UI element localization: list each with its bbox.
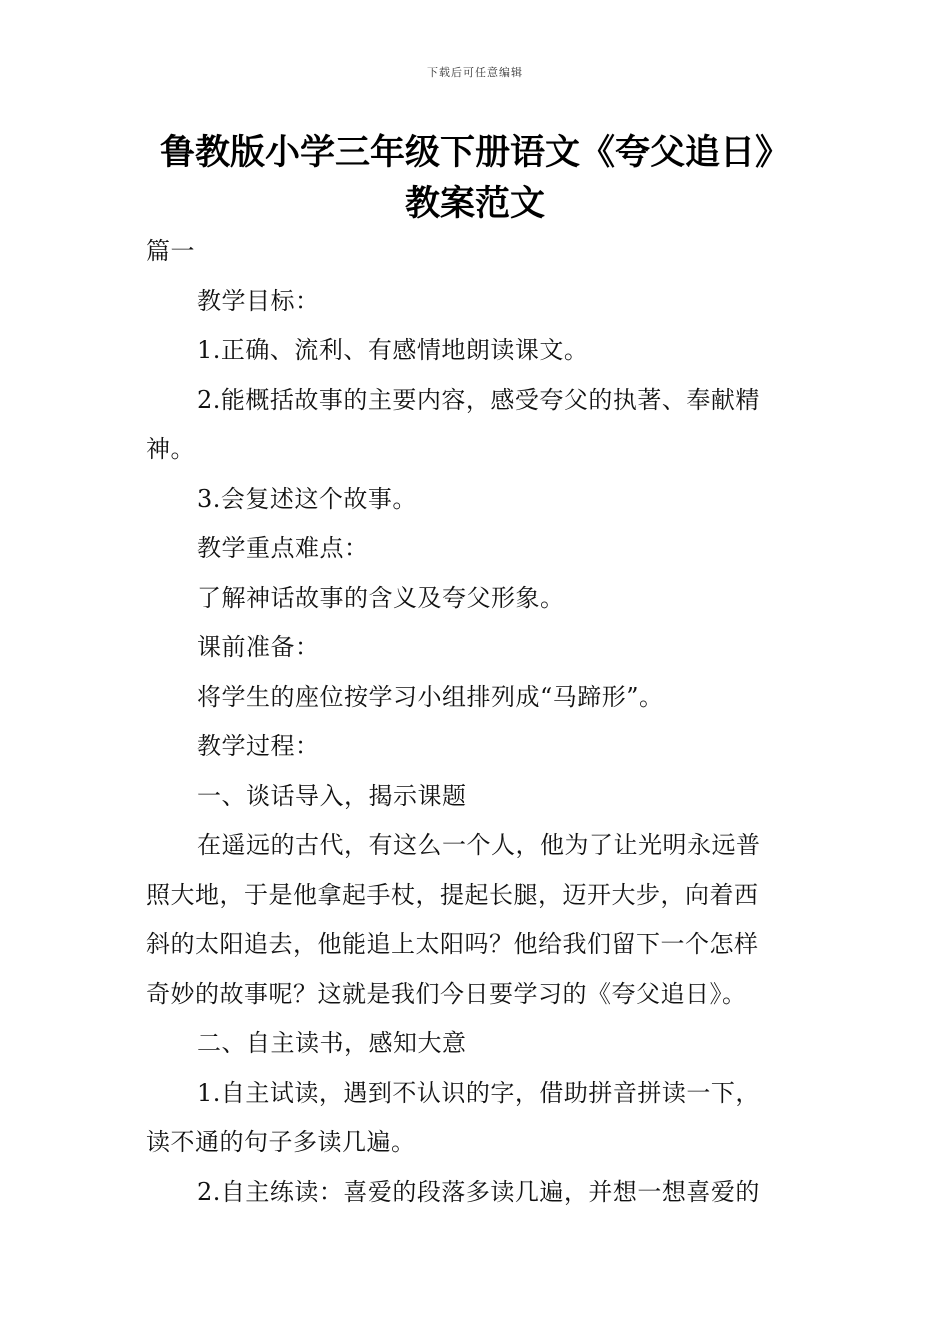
body-line: 教学目标： xyxy=(197,286,320,315)
body-line: 篇一 xyxy=(146,237,195,265)
title-line-2: 教案范文 xyxy=(404,184,545,224)
body-line: 2.自主练读：喜爱的段落多读几遍，并想一想喜爱的 xyxy=(197,1177,760,1206)
document-body xyxy=(146,227,808,1217)
body-line: 神。 xyxy=(146,435,195,463)
document-title xyxy=(110,128,840,230)
body-line: 二、自主读书，感知大意 xyxy=(197,1029,467,1057)
body-line: 3.会复述这个故事。 xyxy=(197,484,417,513)
body-line: 1.正确、流利、有感情地朗读课文。 xyxy=(197,336,589,364)
body-line: 斜的太阳追去，他能追上太阳吗？他给我们留下一个怎样 xyxy=(146,930,759,958)
body-line: 2.能概括故事的主要内容，感受夸父的执著、奉献精 xyxy=(197,385,760,414)
body-line: 奇妙的故事呢？这就是我们今日要学习的《夸父追日》。 xyxy=(146,979,747,1008)
body-line: 将学生的座位按学习小组排列成“马蹄形”。 xyxy=(197,682,664,711)
body-line: 教学过程： xyxy=(197,732,320,760)
body-line: 照大地，于是他拿起手杖，提起长腿，迈开大步，向着西 xyxy=(146,880,759,909)
body-line: 教学重点难点： xyxy=(197,534,369,562)
body-line: 1.自主试读，遇到不认识的字，借助拼音拼读一下， xyxy=(197,1078,760,1107)
body-line: 了解神话故事的含义及夸父形象。 xyxy=(197,583,565,612)
title-line-1: 鲁教版小学三年级下册语文《夸父追日》 xyxy=(159,133,790,173)
header-note: 下载后可任意编辑 xyxy=(427,66,523,79)
body-line: 课前准备： xyxy=(197,633,320,661)
body-line: 读不通的句子多读几遍。 xyxy=(146,1128,416,1156)
body-line: 一、谈话导入，揭示课题 xyxy=(197,781,467,810)
body-line: 在遥远的古代，有这么一个人，他为了让光明永远普 xyxy=(197,831,761,859)
